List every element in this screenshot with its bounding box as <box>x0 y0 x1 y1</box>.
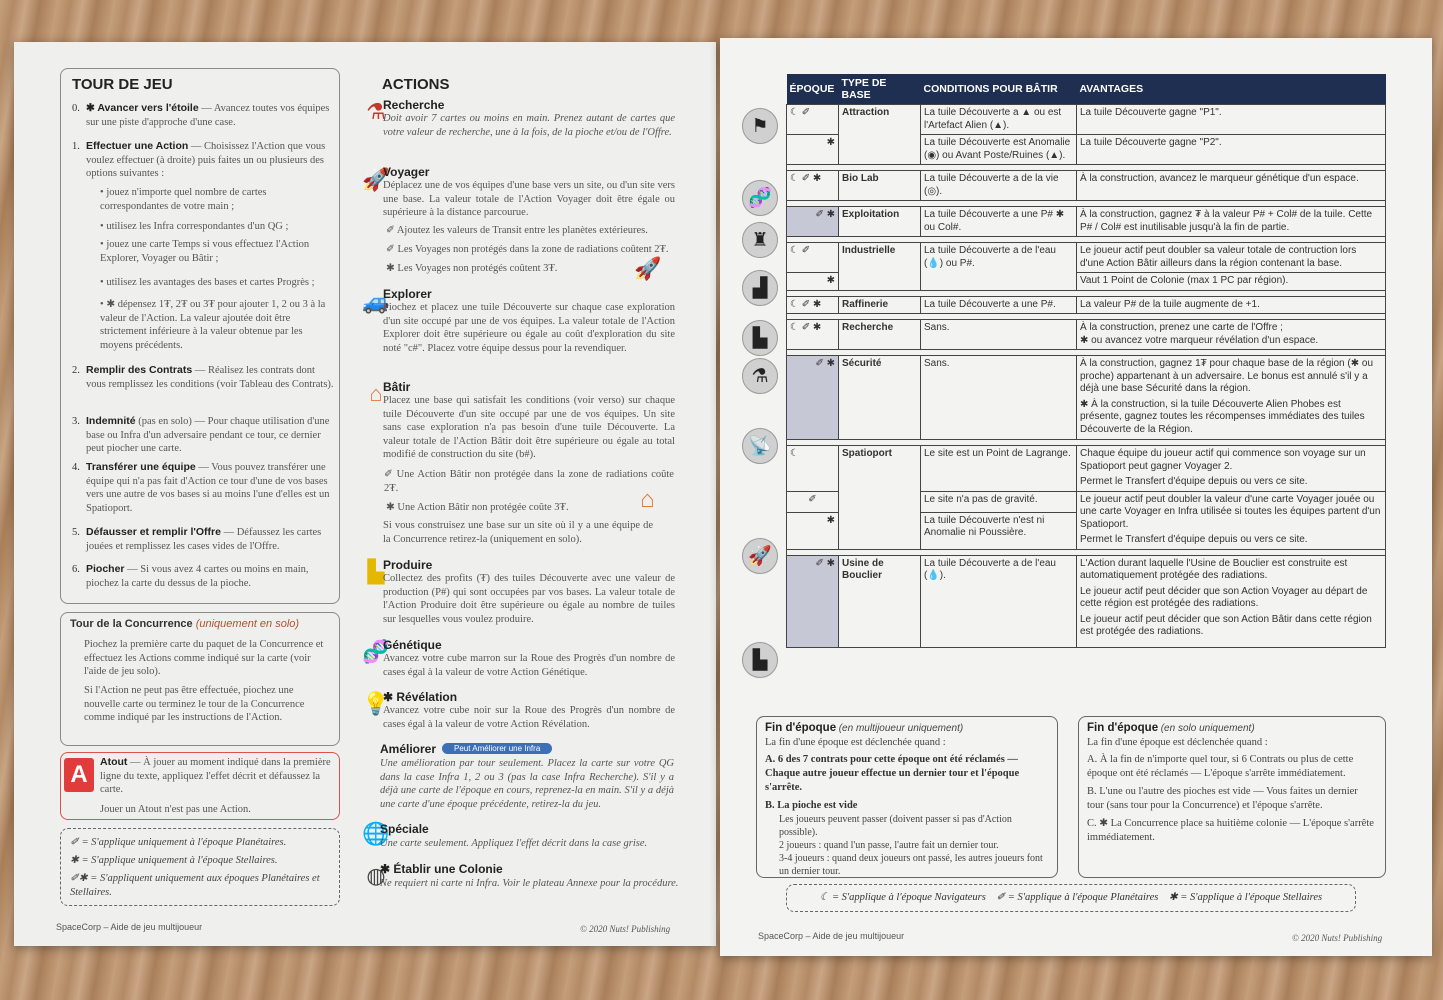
condition-cell: La tuile Découverte a de l'eau (💧). <box>921 555 1077 647</box>
table-row <box>787 296 1386 314</box>
epoch-cell: ✐ ✱ <box>787 207 839 237</box>
action-voyager-body: Déplacez une de vos équipes d'une base vers un site, ou d'un site vers une base. La valeur totale de l'Action Voyager doit être égale ou supérieure à la distance parcourue. <box>383 180 675 218</box>
action-voyager-title: Voyager <box>383 165 430 179</box>
epoch-cell: ☾ ✐ ✱ <box>787 320 839 350</box>
advantage-cell: La tuile Découverte gagne "P2". <box>1077 135 1386 165</box>
condition-cell: La tuile Découverte a de la vie (◎). <box>921 171 1077 201</box>
end-epoch-solo-box: Fin d'époque (en solo uniquement) La fin d'une époque est déclenchée quand : A. À la fin de n'importe quel tour, si 6 Contrats ou plus de cette époque ont été réclamés — L'époque s'arrête immédiatement. B. L'une ou l'autre des pioches est vide — Vous faites un dernier tour (sans tour pour la Concurrence) et l'époque s'arrête. C. ✱ La Concurrence place sa huitième colonie — L'époque s'arrête immédiatement. <box>1078 716 1386 878</box>
step-1: 1. Effectuer une Action — Choisissez l'Action que vous voulez effectuer (à droite) puis faites un ou plusieurs des options suivantes : <box>72 140 326 179</box>
voyager-note-3: ✱ Les Voyages non protégés coûtent 3₮. <box>386 263 558 274</box>
epoch-cell: ✐ <box>787 491 839 512</box>
flag-icon: ⚑ <box>742 108 778 144</box>
action-genetique-title: Génétique <box>383 638 442 652</box>
advantage-cell: Le joueur actif peut doubler sa valeur totale de contruction lors d'une Action Bâtir ailleurs dans la région contenant la base. <box>1077 243 1386 273</box>
voyager-note-2: ✐ Les Voyages non protégés dans la zone de radiations coûtent 2₮. <box>386 244 669 255</box>
planet-icon: ✐ <box>70 837 79 848</box>
table-row <box>787 207 1386 237</box>
shield-factory-icon: ▙ <box>742 642 778 678</box>
action-explorer-body: Piochez et placez une tuile Découverte sur chaque case exploration d'un site occupé par une de vos équipes. La valeur totale de l'Action Explorer doit être supérieure ou égale au coût d'exploration du site noté "c#". Placez votre équipe dessus pour la revendiquer. <box>383 302 675 354</box>
base-types-table <box>786 74 1386 648</box>
globe-icon: 🌐 <box>362 821 390 846</box>
step-2: 2. Remplir des Contrats — Réalisez les contrats dont vous remplissez les conditions (voir Tableau des Contrats). <box>72 364 334 390</box>
right-reference-sheet <box>720 38 1432 956</box>
table-row <box>787 171 1386 201</box>
condition-cell: La tuile Découverte n'est ni Anomalie ni Poussière. <box>921 512 1077 549</box>
left-footer-copyright: © 2020 Nuts! Publishing <box>580 924 671 934</box>
legend-planetary: ✐ = S'applique uniquement à l'époque Planétaires. <box>70 837 287 848</box>
turn-sequence-title: TOUR DE JEU <box>72 76 173 93</box>
bullet-1: • jouez n'importe quel nombre de cartes correspondantes de votre main ; <box>100 187 267 212</box>
table-row <box>787 446 1386 492</box>
table-row <box>787 105 1386 135</box>
type-cell: Spatioport <box>839 446 921 550</box>
rover-icon: 🚙 <box>362 289 390 314</box>
action-revelation-title: ✱ Révélation <box>383 690 458 704</box>
batir-note-2: ✱ Une Action Bâtir non protégée coûte 3₮. <box>386 502 569 513</box>
action-recherche-body: Doit avoir 7 cartes ou moins en main. Prenez autant de cartes que votre valeur de recherche, une à la fois, de la pioche et/ou de l'Offre. <box>383 113 675 138</box>
type-cell: Exploitation <box>839 207 921 237</box>
legend-both: ✐✱ = S'appliquent uniquement aux époques Planétaires et Stellaires. <box>70 873 320 898</box>
action-speciale-title: Spéciale <box>380 822 429 836</box>
step-6: 6. Piocher — Si vous avez 4 cartes ou moins en main, piochez la carte du dessus de la pioche. <box>72 563 309 589</box>
end-epoch-multi-box: Fin d'époque (en multijoueur uniquement) La fin d'une époque est déclenchée quand : A. 6 des 7 contrats pour cette époque ont été réclamés — Chaque autre joueur effectue un dernier tour et l'époque s'arrête. B. La pioche est vide Les joueurs peuvent passer (doivent passer si pas d'Action possible). 2 joueurs : quand l'un passe, l'autre fait un dernier tour. 3-4 joueurs : quand deux joueurs ont passé, les autres joueurs font un dernier tour. <box>756 716 1058 878</box>
base-icon: ⌂ <box>369 381 383 406</box>
epoch-legend: ☾ = S'applique à l'époque Navigateurs ✐ = S'applique à l'époque Planétaires ✱ = S'applique à l'époque Stellaires <box>786 884 1356 912</box>
star-icon: ✱ <box>70 855 79 866</box>
satellite-dish-icon: 📡 <box>742 428 778 464</box>
action-colonie-body: Ne requiert ni carte ni Infra. Voir le plateau Annexe pour la procédure. <box>380 878 679 889</box>
epoch-cell: ☾ ✐ <box>787 105 839 135</box>
voyager-note-1: ✐ Ajoutez les valeurs de Transit entre les planètes extérieures. <box>386 225 648 236</box>
trump-card-icon: A <box>64 758 94 792</box>
condition-cell: Sans. <box>921 320 1077 350</box>
rocket-small-icon: 🚀 <box>634 256 662 281</box>
table-row <box>787 555 1386 647</box>
table-row <box>787 243 1386 273</box>
epoch-cell: ☾ <box>787 446 839 492</box>
base-small-icon: ⌂ <box>640 486 655 513</box>
rocket-icon: 🚀 <box>362 167 390 192</box>
trump-card-note: Jouer un Atout n'est pas une Action. <box>100 804 251 815</box>
advantage-cell: À la construction, prenez une carte de l'Offre ; ✱ ou avancez votre marqueur révélation d'un espace. <box>1077 320 1386 350</box>
batir-note-1: ✐ Une Action Bâtir non protégée dans la zone de radiations coûte 2₮. <box>384 469 674 494</box>
type-cell: Recherche <box>839 320 921 350</box>
trump-card-text: Atout — À jouer au moment indiqué dans la première ligne du texte, appliquez l'effet décrit et défaussez la carte. <box>100 756 331 795</box>
actions-title: ACTIONS <box>382 76 450 93</box>
action-revelation-body: Avancez votre cube noir sur la Roue des Progrès d'un nombre de cases égal à la valeur de votre Action Révélation. <box>383 705 675 730</box>
condition-cell: La tuile Découverte a ▲ ou est l'Artefact Alien (▲). <box>921 105 1077 135</box>
bullet-5: • ✱ dépensez 1₮, 2₮ ou 3₮ pour ajouter 1, 2 ou 3 à la valeur de l'Action. La valeur ajoutée doit être strictement inférieure à la valeur obtenue par les moyens précédents. <box>100 299 326 351</box>
condition-cell: Sans. <box>921 356 1077 440</box>
type-cell: Usine de Bouclier <box>839 555 921 647</box>
advantage-cell: Vaut 1 Point de Colonie (max 1 PC par région). <box>1077 273 1386 291</box>
condition-cell: La tuile Découverte a de l'eau (💧) ou P#. <box>921 243 1077 291</box>
competition-turn-box <box>60 612 340 746</box>
competition-turn-text-1: Piochez la première carte du paquet de la Concurrence et effectuez les Actions comme indiqué sur la carte (voir l'aide de jeu solo). <box>84 639 324 677</box>
type-cell: Attraction <box>839 105 921 165</box>
header-type: TYPE DE BASE <box>839 74 921 105</box>
step-3: 3. Indemnité (pas en solo) — Pour chaque utilisation d'une base ou Infra d'un adversaire pendant ce tour, ce dernier peut piocher une carte. <box>72 415 330 454</box>
competition-turn-title: Tour de la Concurrence (uniquement en solo) <box>70 618 300 630</box>
advantage-cell: À la construction, gagnez 1₮ pour chaque base de la région (✱ ou proche) appartenant à un adversaire. Le bonus est annulé s'il y a déjà une base Sécurité dans la région. ✱ À la construction, si la tuile Découverte Alien Phobes est présente, gagnez toutes les récompenses immédiates des tuiles Découverte de la Région. <box>1077 356 1386 440</box>
left-reference-sheet <box>14 42 716 946</box>
right-footer-brand: SpaceCorp – Aide de jeu multijoueur <box>758 931 905 941</box>
step-0: 0. ✱ Avancer vers l'étoile — Avancez toutes vos équipes sur une piste d'approche d'une case. <box>72 102 330 128</box>
advantage-cell: L'Action durant laquelle l'Usine de Bouclier est construite est automatiquement protégée des radiations. Le joueur actif peut décider que son Action Voyager au départ de cette région est protégée des radiations. Le joueur actif peut décider que son Action Bâtir dans cette région est protégée des radiations. <box>1077 555 1386 647</box>
epoch-cell: ☾ ✐ ✱ <box>787 171 839 201</box>
bullet-2: • utilisez les Infra correspondantes d'un QG ; <box>100 221 289 232</box>
action-batir-body: Placez une base qui satisfait les conditions (voir verso) sur chaque tuile Découverte d'un site occupé par une de vos équipes. Un site sans case exploration n'a pas besoin d'une tuile Découverte. La valeur totale de l'Action Bâtir doit être supérieure ou égale au total modifié de construction du site (b#). <box>383 395 675 460</box>
planet-star-icon: ✐✱ <box>70 873 88 884</box>
condition-cell: La tuile Découverte a une P#. <box>921 296 1077 314</box>
step-5: 5. Défausser et remplir l'Offre — Défaussez les cartes jouées et remplissez les cases vides de l'Offre. <box>72 526 322 552</box>
epoch-cell: ✱ <box>787 273 839 291</box>
header-epoque: ÉPOQUE <box>787 74 839 105</box>
action-produire-title: Produire <box>383 558 433 572</box>
advantage-cell: À la construction, avancez le marqueur génétique d'un espace. <box>1077 171 1386 201</box>
condition-cell: La tuile Découverte est Anomalie (◉) ou Avant Poste/Ruines (▲). <box>921 135 1077 165</box>
upgrade-infra-badge: Peut Améliorer une Infra <box>442 743 552 754</box>
condition-cell: Le site est un Point de Lagrange. <box>921 446 1077 492</box>
refinery-icon: ▙ <box>742 320 778 356</box>
type-cell: Industrielle <box>839 243 921 291</box>
action-colonie-title: ✱ Établir une Colonie <box>380 862 503 876</box>
dna-icon: 🧬 <box>742 180 778 216</box>
action-batir-title: Bâtir <box>383 380 411 394</box>
epoch-cell: ✐ ✱ <box>787 356 839 440</box>
competition-turn-text-2: Si l'Action ne peut pas être effectuée, piochez une nouvelle carte ou terminez le tour de la Concurrence comme indiqué par les instructions de l'Action. <box>84 685 305 723</box>
advantage-cell: Le joueur actif peut doubler la valeur d'une carte Voyager jouée ou une carte Voyager en Infra utilisée si toutes les équipes partent d'un Spatioport. Permet le Transfert d'équipe depuis ou vers ce site. <box>1077 491 1386 549</box>
advantage-cell: À la construction, gagnez ₮ à la valeur P# + Col# de la tuile. Cette P# / Col# est inutilisable jusqu'à la fin de partie. <box>1077 207 1386 237</box>
epoch-cell: ☾ ✐ <box>787 243 839 273</box>
epoch-cell: ✱ <box>787 135 839 165</box>
condition-cell: Le site n'a pas de gravité. <box>921 491 1077 512</box>
type-cell: Bio Lab <box>839 171 921 201</box>
action-produire-body: Collectez des profits (₮) des tuiles Découverte avec une valeur de production (P#) qui sont occupées par vos bases. La valeur totale de l'Action Produire doit être supérieure ou égale au nombre de tuiles sur lesquelles vous voulez produire. <box>383 573 675 625</box>
batir-note-3: Si vous construisez une base sur un site où il y a une équipe de la Concurrence retirez-la (uniquement en solo). <box>383 520 653 545</box>
spaceport-rocket-icon: 🚀 <box>742 538 778 574</box>
dna-icon: 🧬 <box>362 639 390 664</box>
action-speciale-body: Une carte seulement. Appliquez l'effet décrit dans la case grise. <box>380 838 648 849</box>
drill-tower-icon: ♜ <box>742 222 778 258</box>
table-row <box>787 356 1386 440</box>
header-avantages: AVANTAGES <box>1077 74 1386 105</box>
step-4: 4. Transférer une équipe — Vous pouvez transférer une équipe qui n'a pas fait d'Action ce tour d'une de vos bases vers une autre de vos bases si au moins l'une d'elles est un Spatioport. <box>72 461 330 514</box>
table-row <box>787 320 1386 350</box>
right-footer-copyright: © 2020 Nuts! Publishing <box>1292 933 1383 943</box>
advantage-cell: La tuile Découverte gagne "P1". <box>1077 105 1386 135</box>
type-cell: Raffinerie <box>839 296 921 314</box>
bullet-4: • utilisez les avantages des bases et cartes Progrès ; <box>100 277 315 288</box>
legend-stellar: ✱ = S'applique uniquement à l'époque Stellaires. <box>70 855 278 866</box>
factory-icon: ▙ <box>367 559 385 584</box>
action-ameliorer-title: Améliorer <box>380 742 437 756</box>
condition-cell: La tuile Découverte a une P# ✱ ou Col#. <box>921 207 1077 237</box>
action-recherche-title: Recherche <box>383 98 445 112</box>
action-ameliorer-body: Une amélioration par tour seulement. Placez la carte sur votre QG dans la case Infra 1, 2 ou 3 (pas la case Infra Recherche). S'il y a déjà une carte de l'époque en cours, reprenez-la en main. S'il y a déjà une carte d'une époque précédente, retirez-la du jeu. <box>380 758 674 810</box>
type-cell: Sécurité <box>839 356 921 440</box>
action-genetique-body: Avancez votre cube marron sur la Roue des Progrès d'un nombre de cases égal à la valeur de votre Action Génétique. <box>383 653 675 678</box>
advantage-cell: La valeur P# de la tuile augmente de +1. <box>1077 296 1386 314</box>
epoch-cell: ✐ ✱ <box>787 555 839 647</box>
lightbulb-icon: 💡 <box>362 691 390 716</box>
epoch-cell: ☾ ✐ ✱ <box>787 296 839 314</box>
industrial-icon: ▟ <box>742 270 778 306</box>
flask-icon: ⚗ <box>366 99 386 124</box>
flask-icon: ⚗ <box>742 358 778 394</box>
action-explorer-title: Explorer <box>383 287 432 301</box>
bullet-3: • jouez une carte Temps si vous effectuez l'Action Explorer, Voyager ou Bâtir ; <box>100 239 310 264</box>
colony-icon: ◍ <box>366 863 386 888</box>
advantage-cell: Chaque équipe du joueur actif qui commence son voyage sur un Spatioport peut gagner Voyager 2. Permet le Transfert d'équipe depuis ou vers ce site. <box>1077 446 1386 492</box>
header-conditions: CONDITIONS POUR BÂTIR <box>921 74 1077 105</box>
epoch-cell: ✱ <box>787 512 839 549</box>
left-footer-brand: SpaceCorp – Aide de jeu multijoueur <box>56 922 203 932</box>
